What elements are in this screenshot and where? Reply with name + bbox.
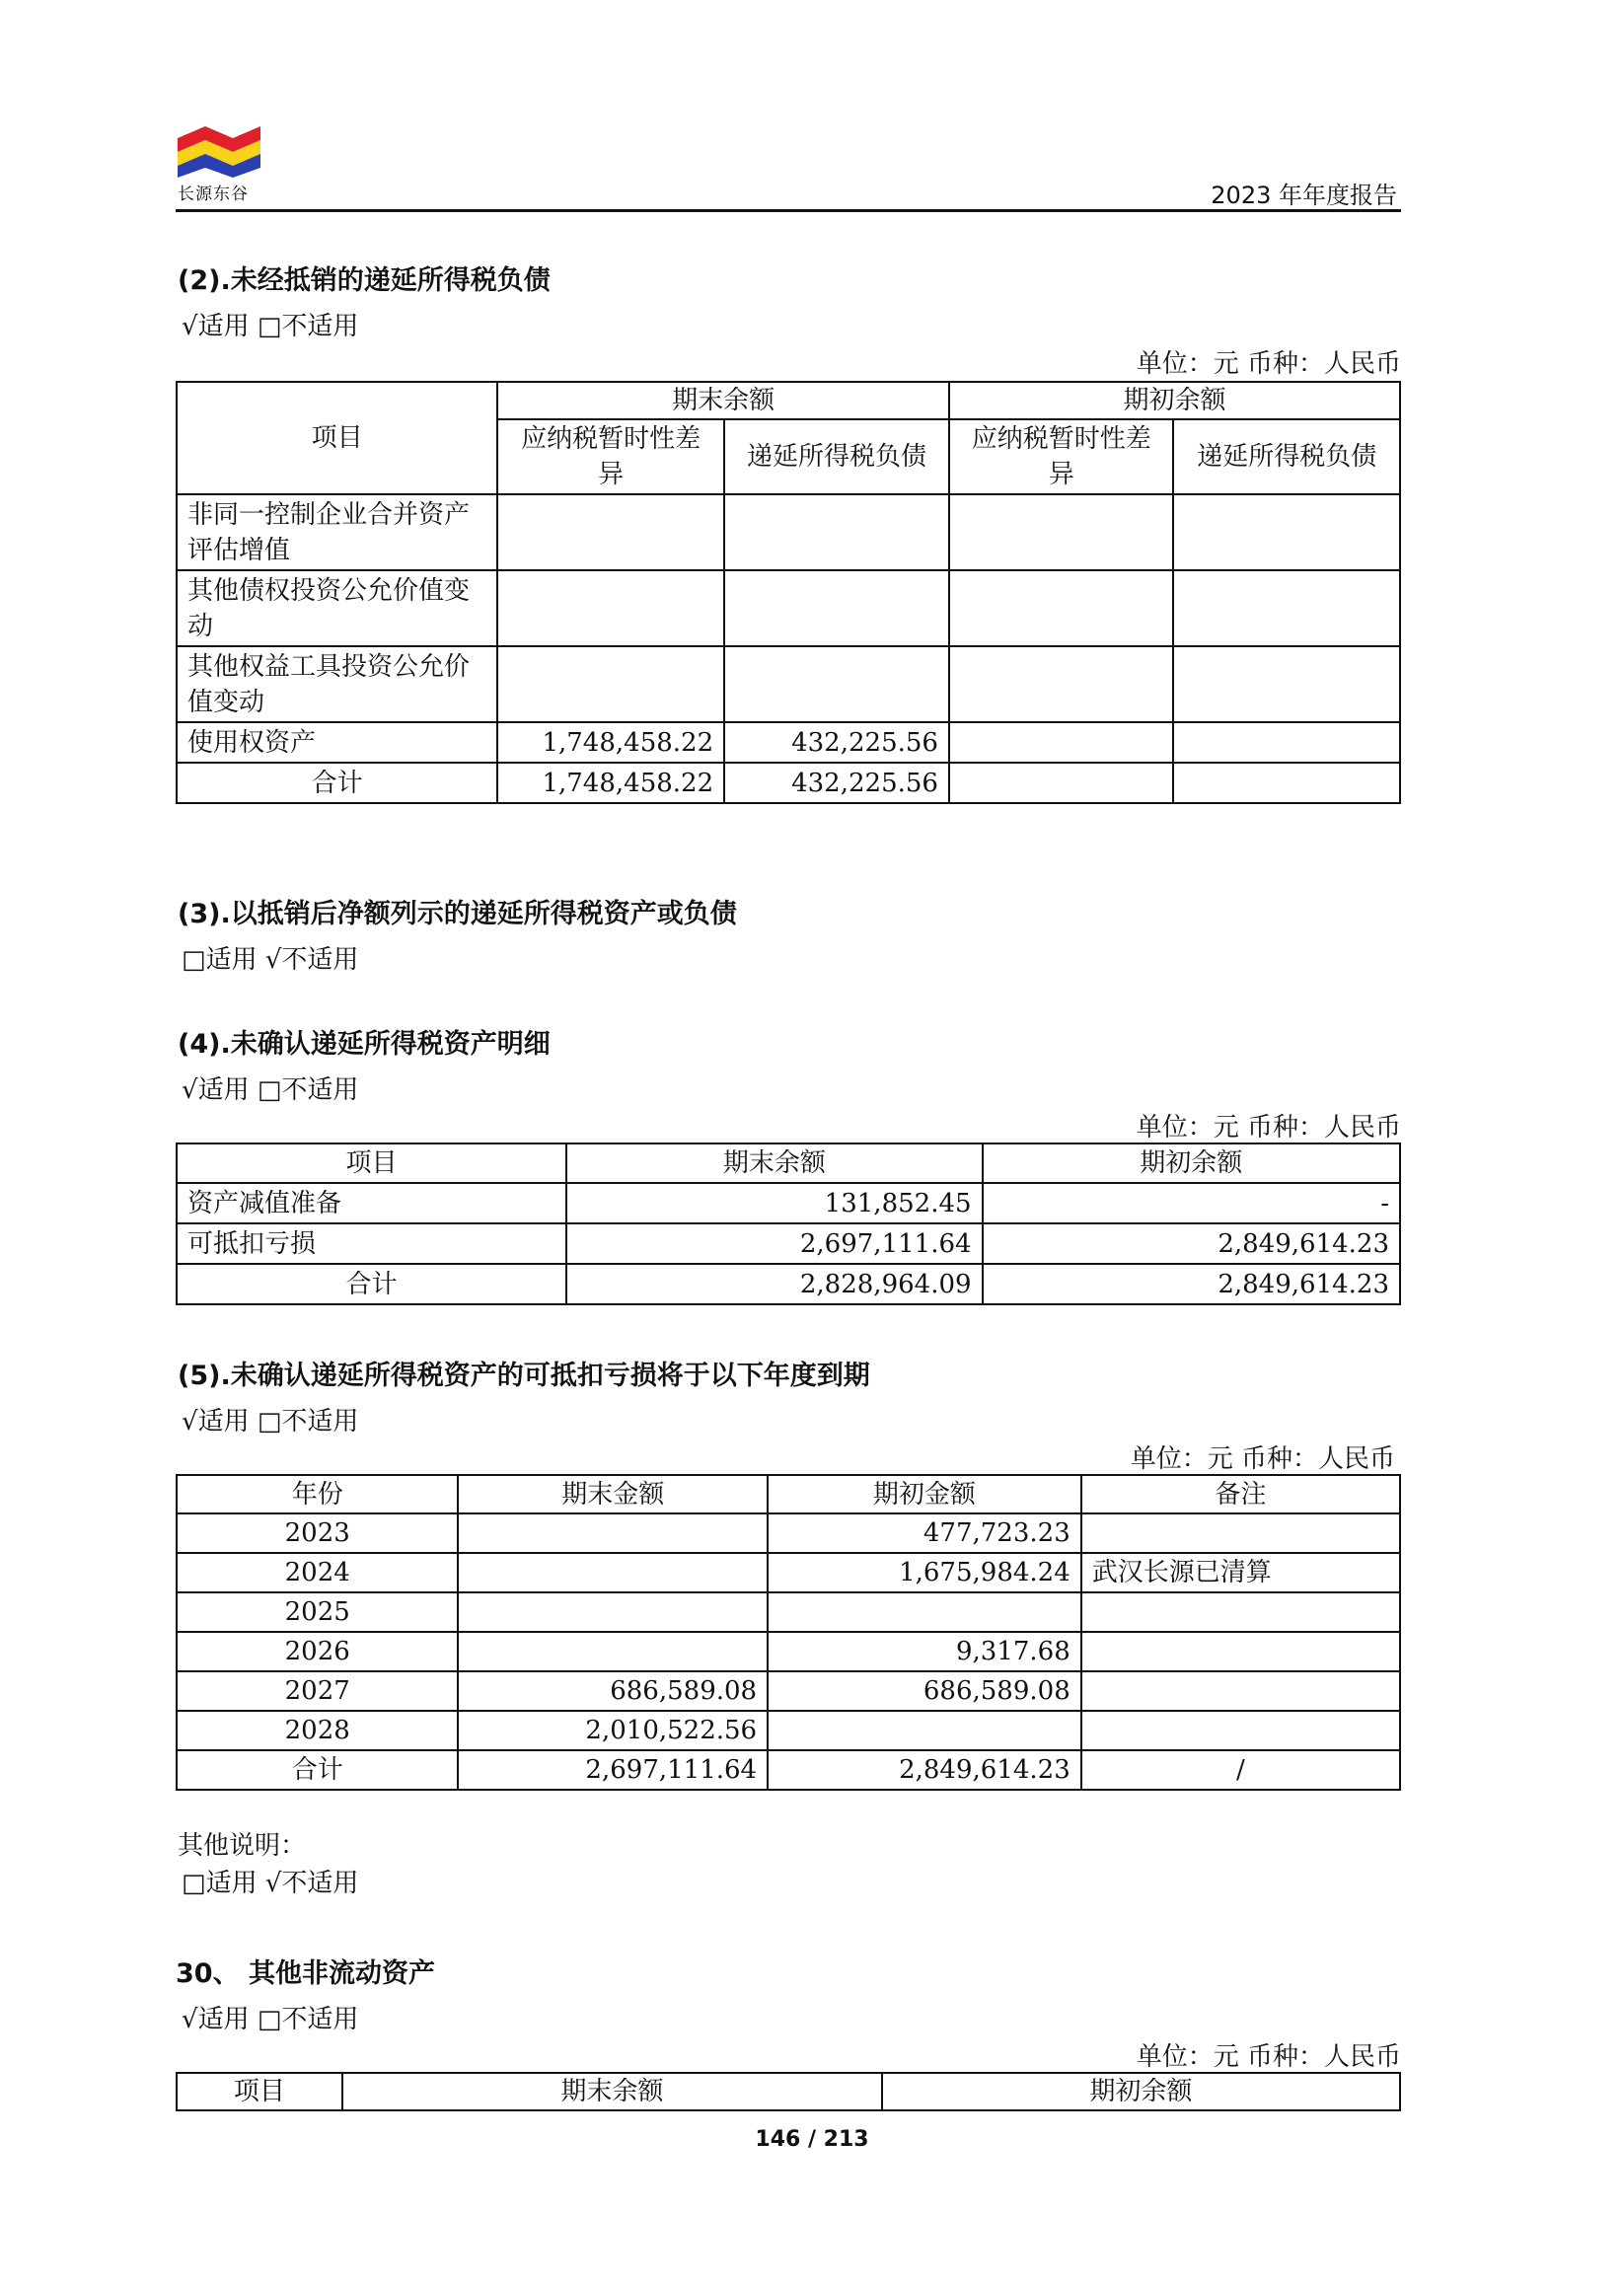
row-item: 其他权益工具投资公允价值变动 — [177, 646, 497, 722]
header-begin-balance: 期初余额 — [983, 1143, 1400, 1183]
cell-begin-diff — [949, 570, 1174, 646]
cell-note: 武汉长源已清算 — [1081, 1553, 1400, 1592]
page-number: 146 / 213 — [755, 2127, 869, 2152]
other-notes-applicability: □适用 √不适用 — [182, 1869, 359, 1898]
header-end-balance: 期末余额 — [342, 2073, 882, 2110]
table-row — [177, 1183, 1400, 1223]
section-4-title: (4).未确认递延所得税资产明细 — [178, 1029, 551, 1060]
section-5-applicability: √适用 □不适用 — [182, 1407, 359, 1437]
section-2-title: (2).未经抵销的递延所得税负债 — [178, 265, 551, 296]
cell-begin-diff — [949, 494, 1174, 570]
section-5-title: (5).未确认递延所得税资产的可抵扣亏损将于以下年度到期 — [178, 1361, 870, 1391]
cell-end-liab: 432,225.56 — [724, 763, 949, 803]
table-row — [177, 646, 1400, 722]
cell-note: / — [1081, 1750, 1400, 1790]
header-begin-amount: 期初金额 — [768, 1475, 1081, 1513]
cell-year: 2026 — [177, 1632, 458, 1671]
cell-end: 686,589.08 — [458, 1671, 768, 1711]
cell-note — [1081, 1513, 1400, 1553]
header-deferred-liab: 递延所得税负债 — [724, 419, 949, 494]
cell-begin-liab — [1173, 646, 1400, 722]
logo-text: 长源东谷 — [178, 184, 249, 204]
header-begin-balance: 期初余额 — [882, 2073, 1400, 2110]
table-row-total — [177, 763, 1400, 803]
cell-year: 2025 — [177, 1592, 458, 1632]
cell-end — [458, 1592, 768, 1632]
other-notes-label: 其他说明： — [178, 1831, 307, 1861]
section-4-unit: 单位：元 币种：人民币 — [1136, 1113, 1401, 1142]
cell-year: 2028 — [177, 1711, 458, 1750]
cell-note — [1081, 1592, 1400, 1632]
cell-begin: 686,589.08 — [768, 1671, 1081, 1711]
cell-end — [458, 1513, 768, 1553]
cell-begin: 2,849,614.23 — [768, 1750, 1081, 1790]
cell-note — [1081, 1671, 1400, 1711]
cell-end-liab — [724, 646, 949, 722]
table-row — [177, 1711, 1400, 1750]
cell-begin: 9,317.68 — [768, 1632, 1081, 1671]
header-item: 项目 — [177, 382, 497, 494]
cell-end-diff — [497, 494, 724, 570]
cell-end-liab: 432,225.56 — [724, 722, 949, 763]
row-item: 使用权资产 — [177, 722, 497, 763]
cell-begin: 1,675,984.24 — [768, 1553, 1081, 1592]
table-row — [177, 1671, 1400, 1711]
cell-end-diff: 1,748,458.22 — [497, 763, 724, 803]
cell-begin-liab — [1173, 763, 1400, 803]
header-taxable-diff: 应纳税暂时性差异 — [497, 419, 724, 494]
cell-end-diff — [497, 646, 724, 722]
row-item: 可抵扣亏损 — [177, 1223, 566, 1264]
cell-note — [1081, 1711, 1400, 1750]
section-30-unit: 单位：元 币种：人民币 — [1136, 2042, 1401, 2072]
cell-end-liab — [724, 494, 949, 570]
cell-begin: 2,849,614.23 — [983, 1264, 1400, 1304]
header-end-balance: 期末余额 — [566, 1143, 982, 1183]
cell-begin-diff — [949, 646, 1174, 722]
row-item: 资产减值准备 — [177, 1183, 566, 1223]
cell-year: 2027 — [177, 1671, 458, 1711]
table-row — [177, 494, 1400, 570]
cell-begin-liab — [1173, 722, 1400, 763]
table-row-total — [177, 1264, 1400, 1304]
cell-begin-liab — [1173, 494, 1400, 570]
report-title: 2023 年年度报告 — [1211, 182, 1397, 209]
cell-end — [458, 1632, 768, 1671]
unrecognized-dta-table — [176, 1142, 1401, 1305]
cell-end: 2,828,964.09 — [566, 1264, 982, 1304]
cell-end-diff — [497, 570, 724, 646]
other-noncurrent-assets-table — [176, 2072, 1401, 2111]
cell-end: 2,697,111.64 — [458, 1750, 768, 1790]
row-item: 其他债权投资公允价值变动 — [177, 570, 497, 646]
row-item: 合计 — [177, 763, 497, 803]
cell-end: 2,697,111.64 — [566, 1223, 982, 1264]
table-row — [177, 722, 1400, 763]
row-item: 非同一控制企业合并资产评估增值 — [177, 494, 497, 570]
section-2-unit: 单位：元 币种：人民币 — [1136, 349, 1401, 379]
table-row — [177, 1513, 1400, 1553]
cell-begin — [768, 1592, 1081, 1632]
cell-end — [458, 1553, 768, 1592]
cell-year: 2024 — [177, 1553, 458, 1592]
table-row — [177, 1553, 1400, 1592]
cell-begin-diff — [949, 763, 1174, 803]
cell-end-liab — [724, 570, 949, 646]
section-2-applicability: √适用 □不适用 — [182, 312, 359, 341]
table-row-total — [177, 1750, 1400, 1790]
cell-year: 合计 — [177, 1750, 458, 1790]
table-row — [177, 1592, 1400, 1632]
section-5-unit: 单位：元 币种：人民币 — [1130, 1444, 1395, 1474]
cell-begin: 2,849,614.23 — [983, 1223, 1400, 1264]
section-4-applicability: √适用 □不适用 — [182, 1075, 359, 1105]
cell-year: 2023 — [177, 1513, 458, 1553]
header-item: 项目 — [177, 1143, 566, 1183]
header-item: 项目 — [177, 2073, 342, 2110]
table-row — [177, 570, 1400, 646]
cell-end: 2,010,522.56 — [458, 1711, 768, 1750]
header-deferred-liab: 递延所得税负债 — [1173, 419, 1400, 494]
table-row — [177, 1632, 1400, 1671]
loss-expiry-table — [176, 1474, 1401, 1791]
header-divider — [176, 209, 1401, 212]
section-3-title: (3).以抵销后净额列示的递延所得税资产或负债 — [178, 899, 737, 929]
cell-begin — [768, 1711, 1081, 1750]
section-30-title: 30、 其他非流动资产 — [176, 1958, 435, 1989]
header-taxable-diff: 应纳税暂时性差异 — [949, 419, 1174, 494]
row-item: 合计 — [177, 1264, 566, 1304]
cell-begin: 477,723.23 — [768, 1513, 1081, 1553]
cell-note — [1081, 1632, 1400, 1671]
section-30-applicability: √适用 □不适用 — [182, 2005, 359, 2034]
company-logo — [178, 118, 260, 178]
table-row — [177, 1223, 1400, 1264]
header-year: 年份 — [177, 1475, 458, 1513]
cell-begin-diff — [949, 722, 1174, 763]
cell-end: 131,852.45 — [566, 1183, 982, 1223]
cell-begin: - — [983, 1183, 1400, 1223]
header-begin-balance: 期初余额 — [949, 382, 1400, 419]
header-note: 备注 — [1081, 1475, 1400, 1513]
deferred-tax-liability-table — [176, 381, 1401, 804]
section-3-applicability: □适用 √不适用 — [182, 945, 359, 975]
cell-begin-liab — [1173, 570, 1400, 646]
cell-end-diff: 1,748,458.22 — [497, 722, 724, 763]
header-end-balance: 期末余额 — [497, 382, 949, 419]
header-end-amount: 期末金额 — [458, 1475, 768, 1513]
